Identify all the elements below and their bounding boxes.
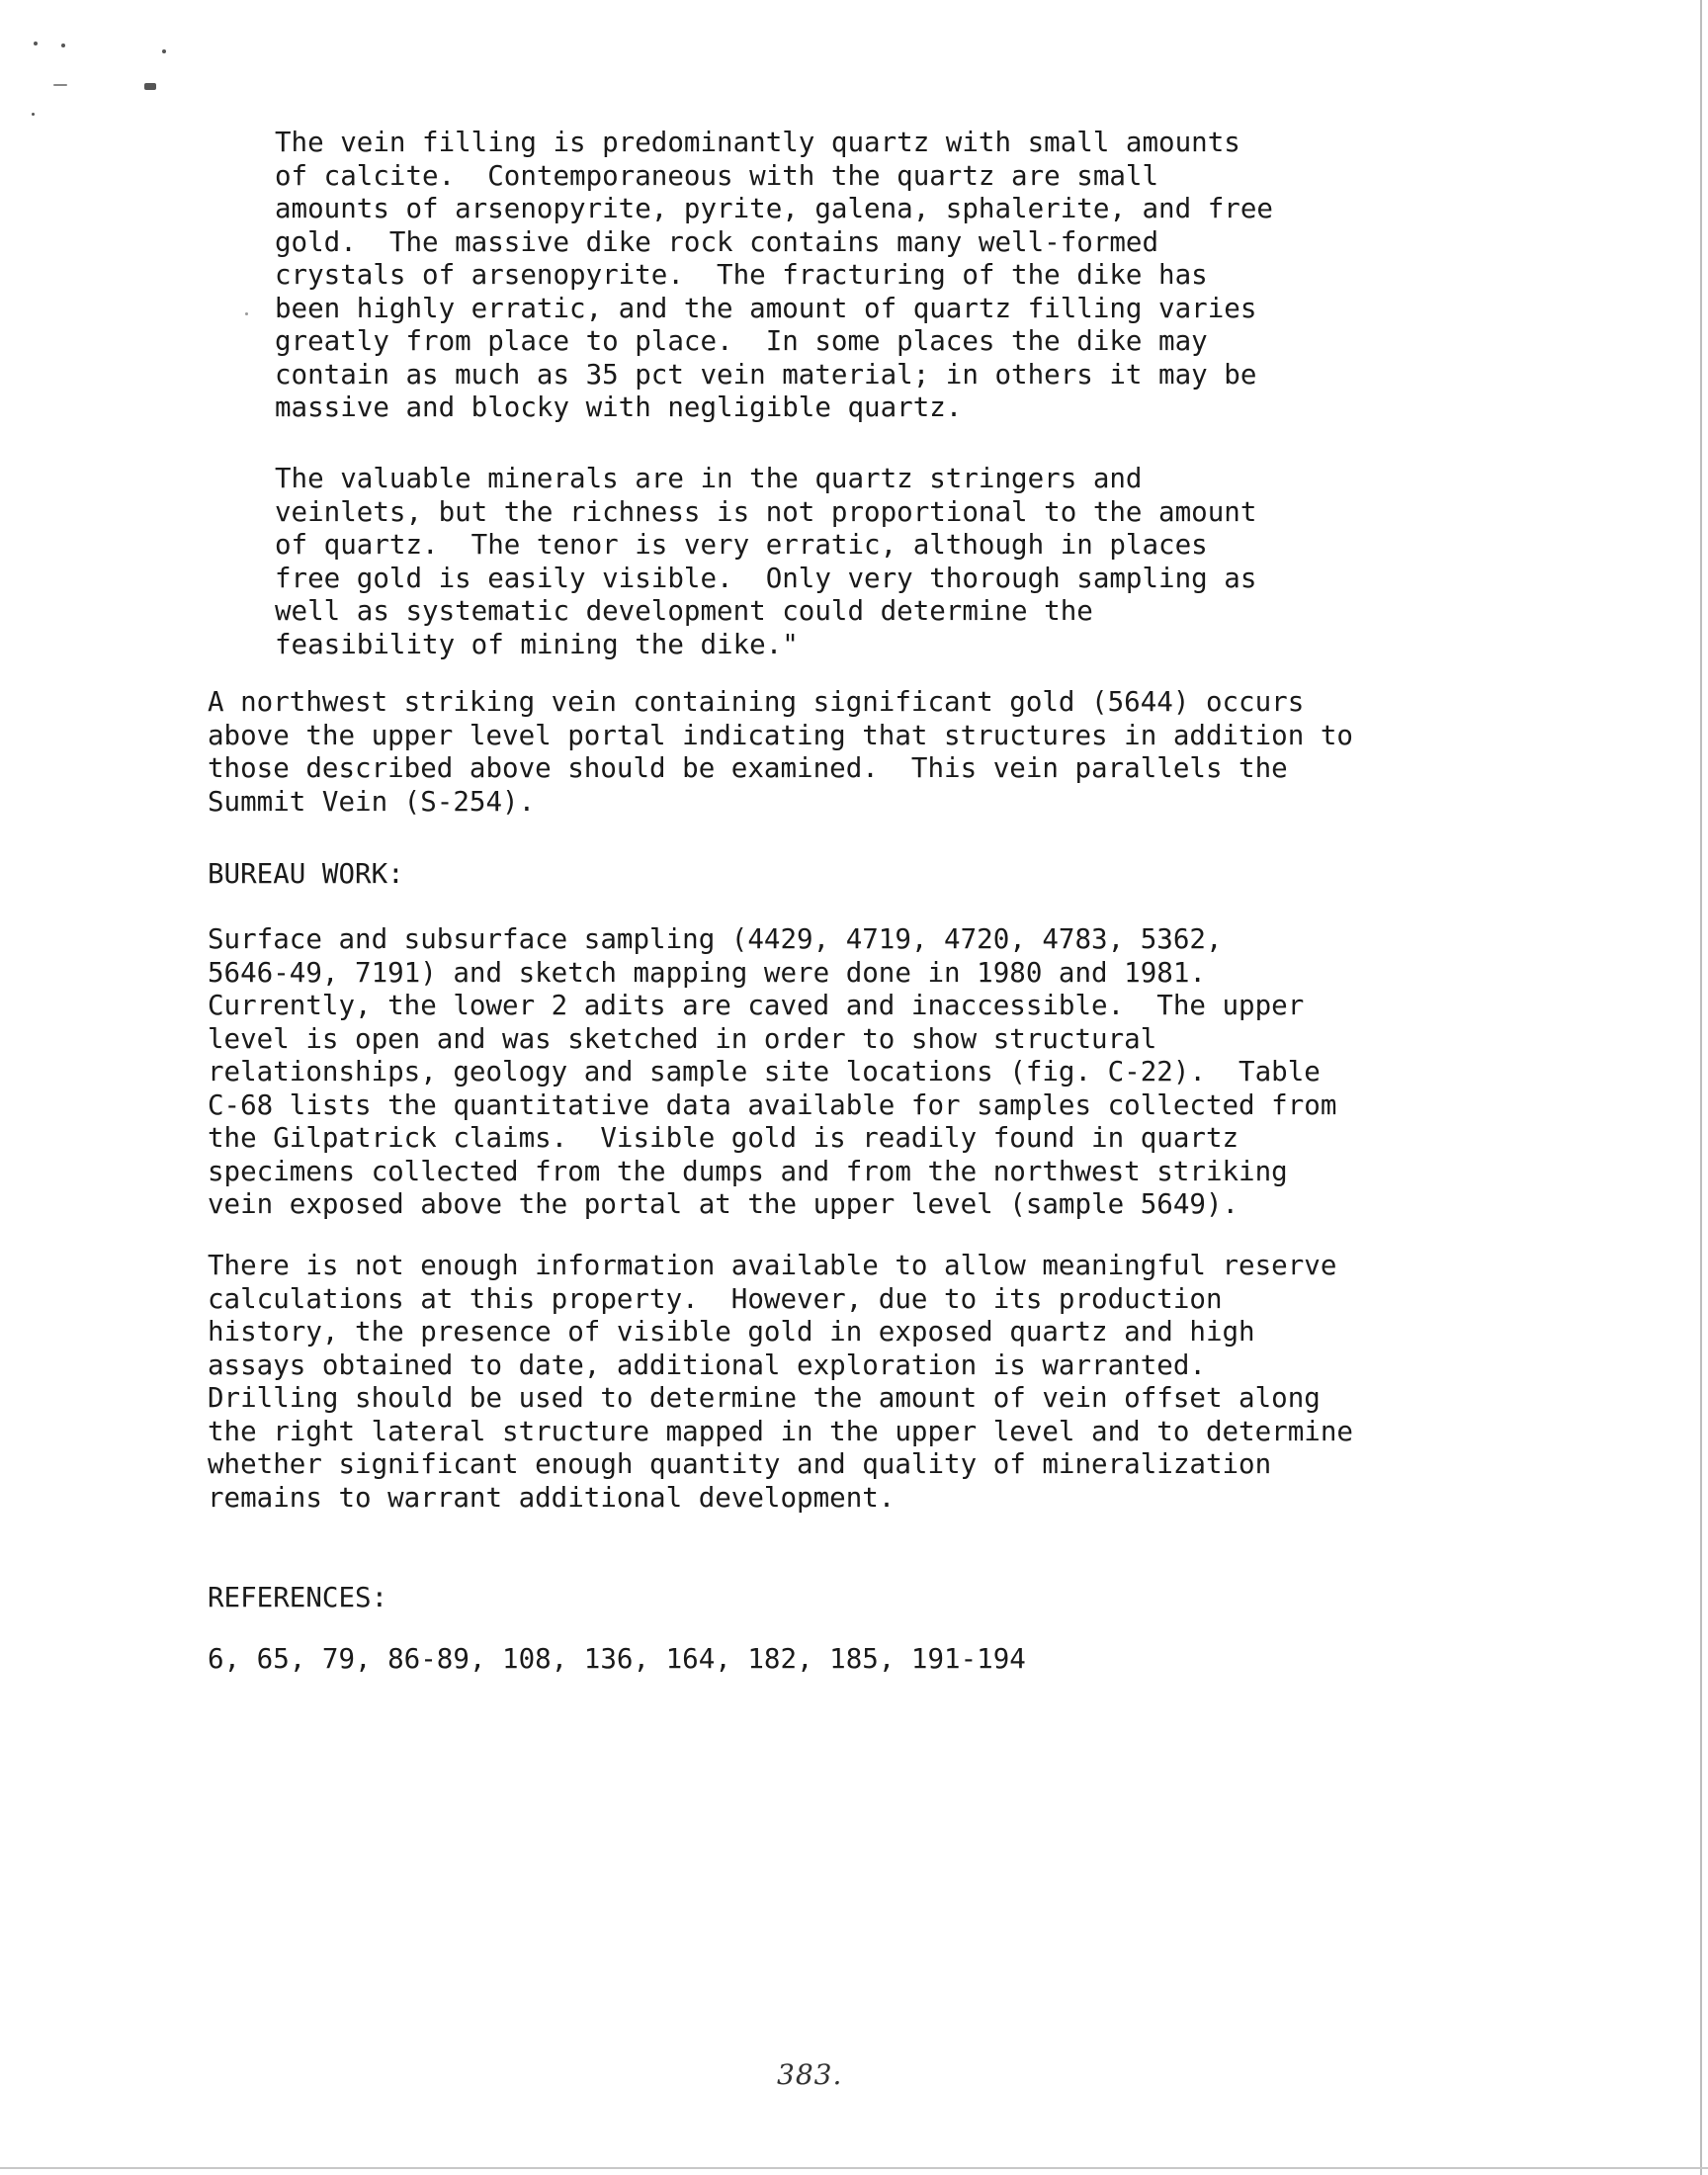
bureau-work-paragraph-reserves: There is not enough information available to allow meaningful reserve calculations at this property. However, due to its production history, the presence of visible gold in exposed quartz and high assays obtained to date, additional exploration is warranted. Drilling should be used to determine the amount of vein offset along the right lateral structure mapped in the upper level and to determine whether significant enough quantity and quality of mineralization remains to warrant additional development. [208, 1250, 1353, 1514]
scan-edge-bottom [0, 2167, 1708, 2169]
scan-speck [162, 49, 166, 53]
scan-speck [144, 83, 156, 90]
scan-speck [34, 42, 38, 45]
scan-speck [53, 84, 67, 86]
references-heading: REFERENCES: [208, 1582, 388, 1613]
scan-edge-right [1700, 0, 1702, 2175]
scan-speck [245, 312, 248, 315]
northwest-vein-paragraph: A northwest striking vein containing significant gold (5644) occurs above the upper level portal indicating that structures in addition to those described above should be examined. This vein parallels the Summit Vein (S-254). [208, 686, 1353, 818]
references-list: 6, 65, 79, 86-89, 108, 136, 164, 182, 185, 191-194 [208, 1643, 1026, 1675]
bureau-work-heading: BUREAU WORK: [208, 858, 404, 890]
quoted-paragraph-vein-filling: The vein filling is predominantly quartz with small amounts of calcite. Contemporaneous with the quartz are small amounts of arsenopyrite, pyrite, galena, sphalerite, and free gold. The massive dike rock contains many well-formed crystals of arsenopyrite. The fracturing of the dike has been highly erratic, and the amount of quartz filling varies greatly from place to place. In some places the dike may contain as much as 35 pct vein material; in others it may be massive and blocky with negligible quartz. [275, 127, 1273, 423]
page-number: 383. [777, 2058, 843, 2091]
scan-speck [32, 113, 35, 116]
bureau-work-paragraph-sampling: Surface and subsurface sampling (4429, 4719, 4720, 4783, 5362, 5646-49, 7191) and sketch mapping were done in 1980 and 1981. Currently, the lower 2 adits are caved and inaccessible. The upper level is open and was sketched in order to show structural relationships, geology and sample site locations (fig. C-22). Table C-68 lists the quantitative data available for samples collected from the Gilpatrick claims. Visible gold is readily found in quartz specimens collected from the dumps and from the northwest striking vein exposed above the portal at the upper level (sample 5649). [208, 923, 1337, 1220]
scan-speck [61, 44, 65, 47]
quoted-paragraph-valuable-minerals: The valuable minerals are in the quartz stringers and veinlets, but the richness is not proportional to the amount of quartz. The tenor is very erratic, although in places free gold is easily visible. Only very thorough sampling as well as systematic development could determine the feasibility of mining the dike." [275, 463, 1257, 660]
